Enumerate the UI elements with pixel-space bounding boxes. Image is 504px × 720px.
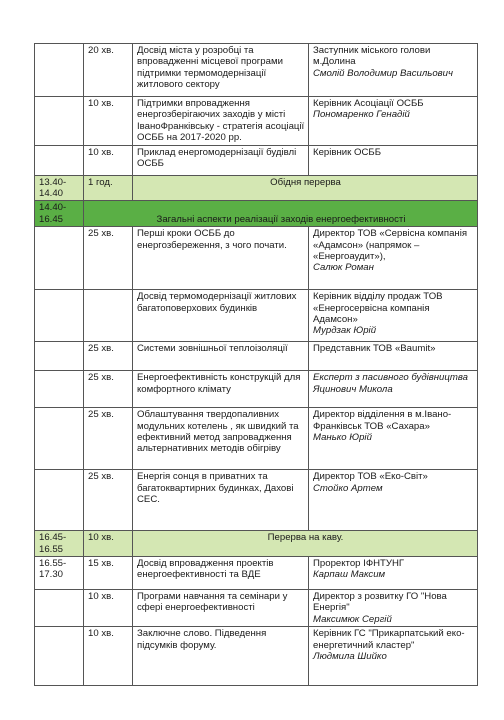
table-row <box>35 44 478 97</box>
time-cell <box>35 44 84 97</box>
speaker-name: Салюк Роман <box>313 262 374 274</box>
topic-cell: Облаштування твердопаливних модульних котелень , як швидкий та ефективний метод запровадження альтернативних методів обігріву <box>133 408 309 470</box>
speaker-cell <box>309 227 478 290</box>
time-cell <box>35 470 84 531</box>
speaker-cell <box>309 44 478 97</box>
duration-cell: 10 хв. <box>84 97 133 146</box>
speaker-role: Керівник Асоціації ОСББ <box>313 98 424 109</box>
duration-cell: 10 хв. <box>84 145 133 175</box>
topic-cell: Підтримки впровадження енергозберігаючих заходів у місті ІваноФранківську - стратегія асоціації ОСББ на 2017-2020 рр. <box>133 97 309 146</box>
speaker-cell <box>309 470 478 531</box>
speaker-cell <box>309 97 478 146</box>
duration-cell: 10 хв. <box>84 627 133 686</box>
table-row <box>35 290 478 342</box>
time-cell <box>35 590 84 627</box>
time-cell: 16.55- 17.30 <box>35 557 84 590</box>
table-row <box>35 145 478 175</box>
table-row <box>35 557 478 590</box>
speaker-role: Директор відділення в м.Івано-Франківськ ТОВ «Сахара» <box>313 409 452 432</box>
speaker-name: Мурдзак Юрій <box>313 325 377 337</box>
topic-cell: Перші кроки ОСББ до енергозбереження, з чого почати. <box>133 227 309 290</box>
table-row <box>35 408 478 470</box>
time-cell <box>35 97 84 146</box>
topic-cell: Заключне слово. Підведення підсумків форуму. <box>133 627 309 686</box>
speaker-cell: Експерт з пасивного будівництва Яцинович Микола <box>309 371 478 408</box>
topic-cell: Досвід міста у розробці та впровадженні місцевої програми підтримки термомодернізації житлового сектору <box>133 44 309 97</box>
section-title: Загальні аспекти реалізації заходів енергоефективності <box>84 201 478 227</box>
speaker-cell <box>309 557 478 590</box>
table-row <box>35 342 478 371</box>
topic-cell: Системи зовнішньої теплоізоляції <box>133 342 309 371</box>
speaker-cell <box>309 408 478 470</box>
topic-cell: Програми навчання та семінари у сфері енергоефективності <box>133 590 309 627</box>
speaker-name: Манько Юрій <box>313 432 372 444</box>
speaker-name: Пономаренко Генадій <box>313 109 410 121</box>
time-cell <box>35 290 84 342</box>
speaker-name: Карпаш Максим <box>313 569 386 581</box>
speaker-role: Керівник відділу продаж ТОВ «Енергосервісна компанія Адамсон» <box>313 291 443 326</box>
topic-cell: Енергоефективність конструкцій для комфортного клімату <box>133 371 309 408</box>
topic-cell: Досвід впровадження проектів енергоефективності та ВДЕ <box>133 557 309 590</box>
speaker-role: Керівник ОСББ <box>313 146 381 158</box>
table-row <box>35 227 478 290</box>
topic-cell: Досвід термомодернізації житлових багатоповерхових будинків <box>133 290 309 342</box>
duration-cell: 25 хв. <box>84 342 133 371</box>
table-row <box>35 97 478 146</box>
time-cell <box>35 227 84 290</box>
speaker-name: Людмила Шийко <box>313 651 387 663</box>
time-cell <box>35 342 84 371</box>
speaker-cell <box>309 290 478 342</box>
speaker-cell <box>309 145 478 175</box>
time-cell: 14.40- 16.45 <box>35 201 84 227</box>
duration-cell: 25 хв. <box>84 371 133 408</box>
time-cell <box>35 145 84 175</box>
table-row <box>35 470 478 531</box>
speaker-cell <box>309 590 478 627</box>
duration-cell <box>84 290 133 342</box>
section-header-row <box>35 201 478 227</box>
topic-cell: Енергія сонця в приватних та багатоквартирних будинках, Дахові СЕС. <box>133 470 309 531</box>
speaker-name: Смолій Володимир Васильович <box>313 67 453 79</box>
lunch-break-row <box>35 175 478 201</box>
table-row <box>35 627 478 686</box>
time-cell: 13.40- 14.40 <box>35 175 84 201</box>
speaker-role: Директор з розвитку ГО "Нова Енергія" <box>313 591 447 614</box>
speaker-cell <box>309 342 478 371</box>
topic-cell: Приклад енергомодернізації будівлі ОСББ <box>133 145 309 175</box>
time-cell: 16.45- 16.55 <box>35 531 84 557</box>
coffee-break-row <box>35 531 478 557</box>
time-cell <box>35 371 84 408</box>
duration-cell: 20 хв. <box>84 44 133 97</box>
duration-cell: 10 хв. <box>84 531 133 557</box>
speaker-role: Заступник міського голови м.Долина <box>313 45 431 68</box>
table-row <box>35 371 478 408</box>
speaker-role: Представник ТОВ «Baumit» <box>313 343 436 355</box>
duration-cell: 15 хв. <box>84 557 133 590</box>
time-cell <box>35 408 84 470</box>
speaker-role: Керівник ГС "Прикарпатський еко-енергетичний кластер" <box>313 628 465 651</box>
agenda-table <box>34 43 478 686</box>
speaker-cell <box>309 627 478 686</box>
speaker-role: Директор ТОВ «Сервісна компанія «Адамсон» (напрямок – «Енергоаудит»), <box>313 228 468 263</box>
speaker-role: Директор ТОВ «Еко-Світ» <box>313 471 428 483</box>
duration-cell: 25 хв. <box>84 408 133 470</box>
time-cell <box>35 627 84 686</box>
break-label: Перерва на каву. <box>133 531 478 557</box>
duration-cell: 25 хв. <box>84 227 133 290</box>
duration-cell: 25 хв. <box>84 470 133 531</box>
table-row <box>35 590 478 627</box>
duration-cell: 10 хв. <box>84 590 133 627</box>
speaker-name: Максимюк Сергій <box>313 613 392 625</box>
duration-cell: 1 год. <box>84 175 133 201</box>
break-label: Обідня перерва <box>133 175 478 201</box>
speaker-name: Стойко Артем <box>313 482 383 494</box>
speaker-role: Проректор ІФНТУНГ <box>313 558 405 570</box>
